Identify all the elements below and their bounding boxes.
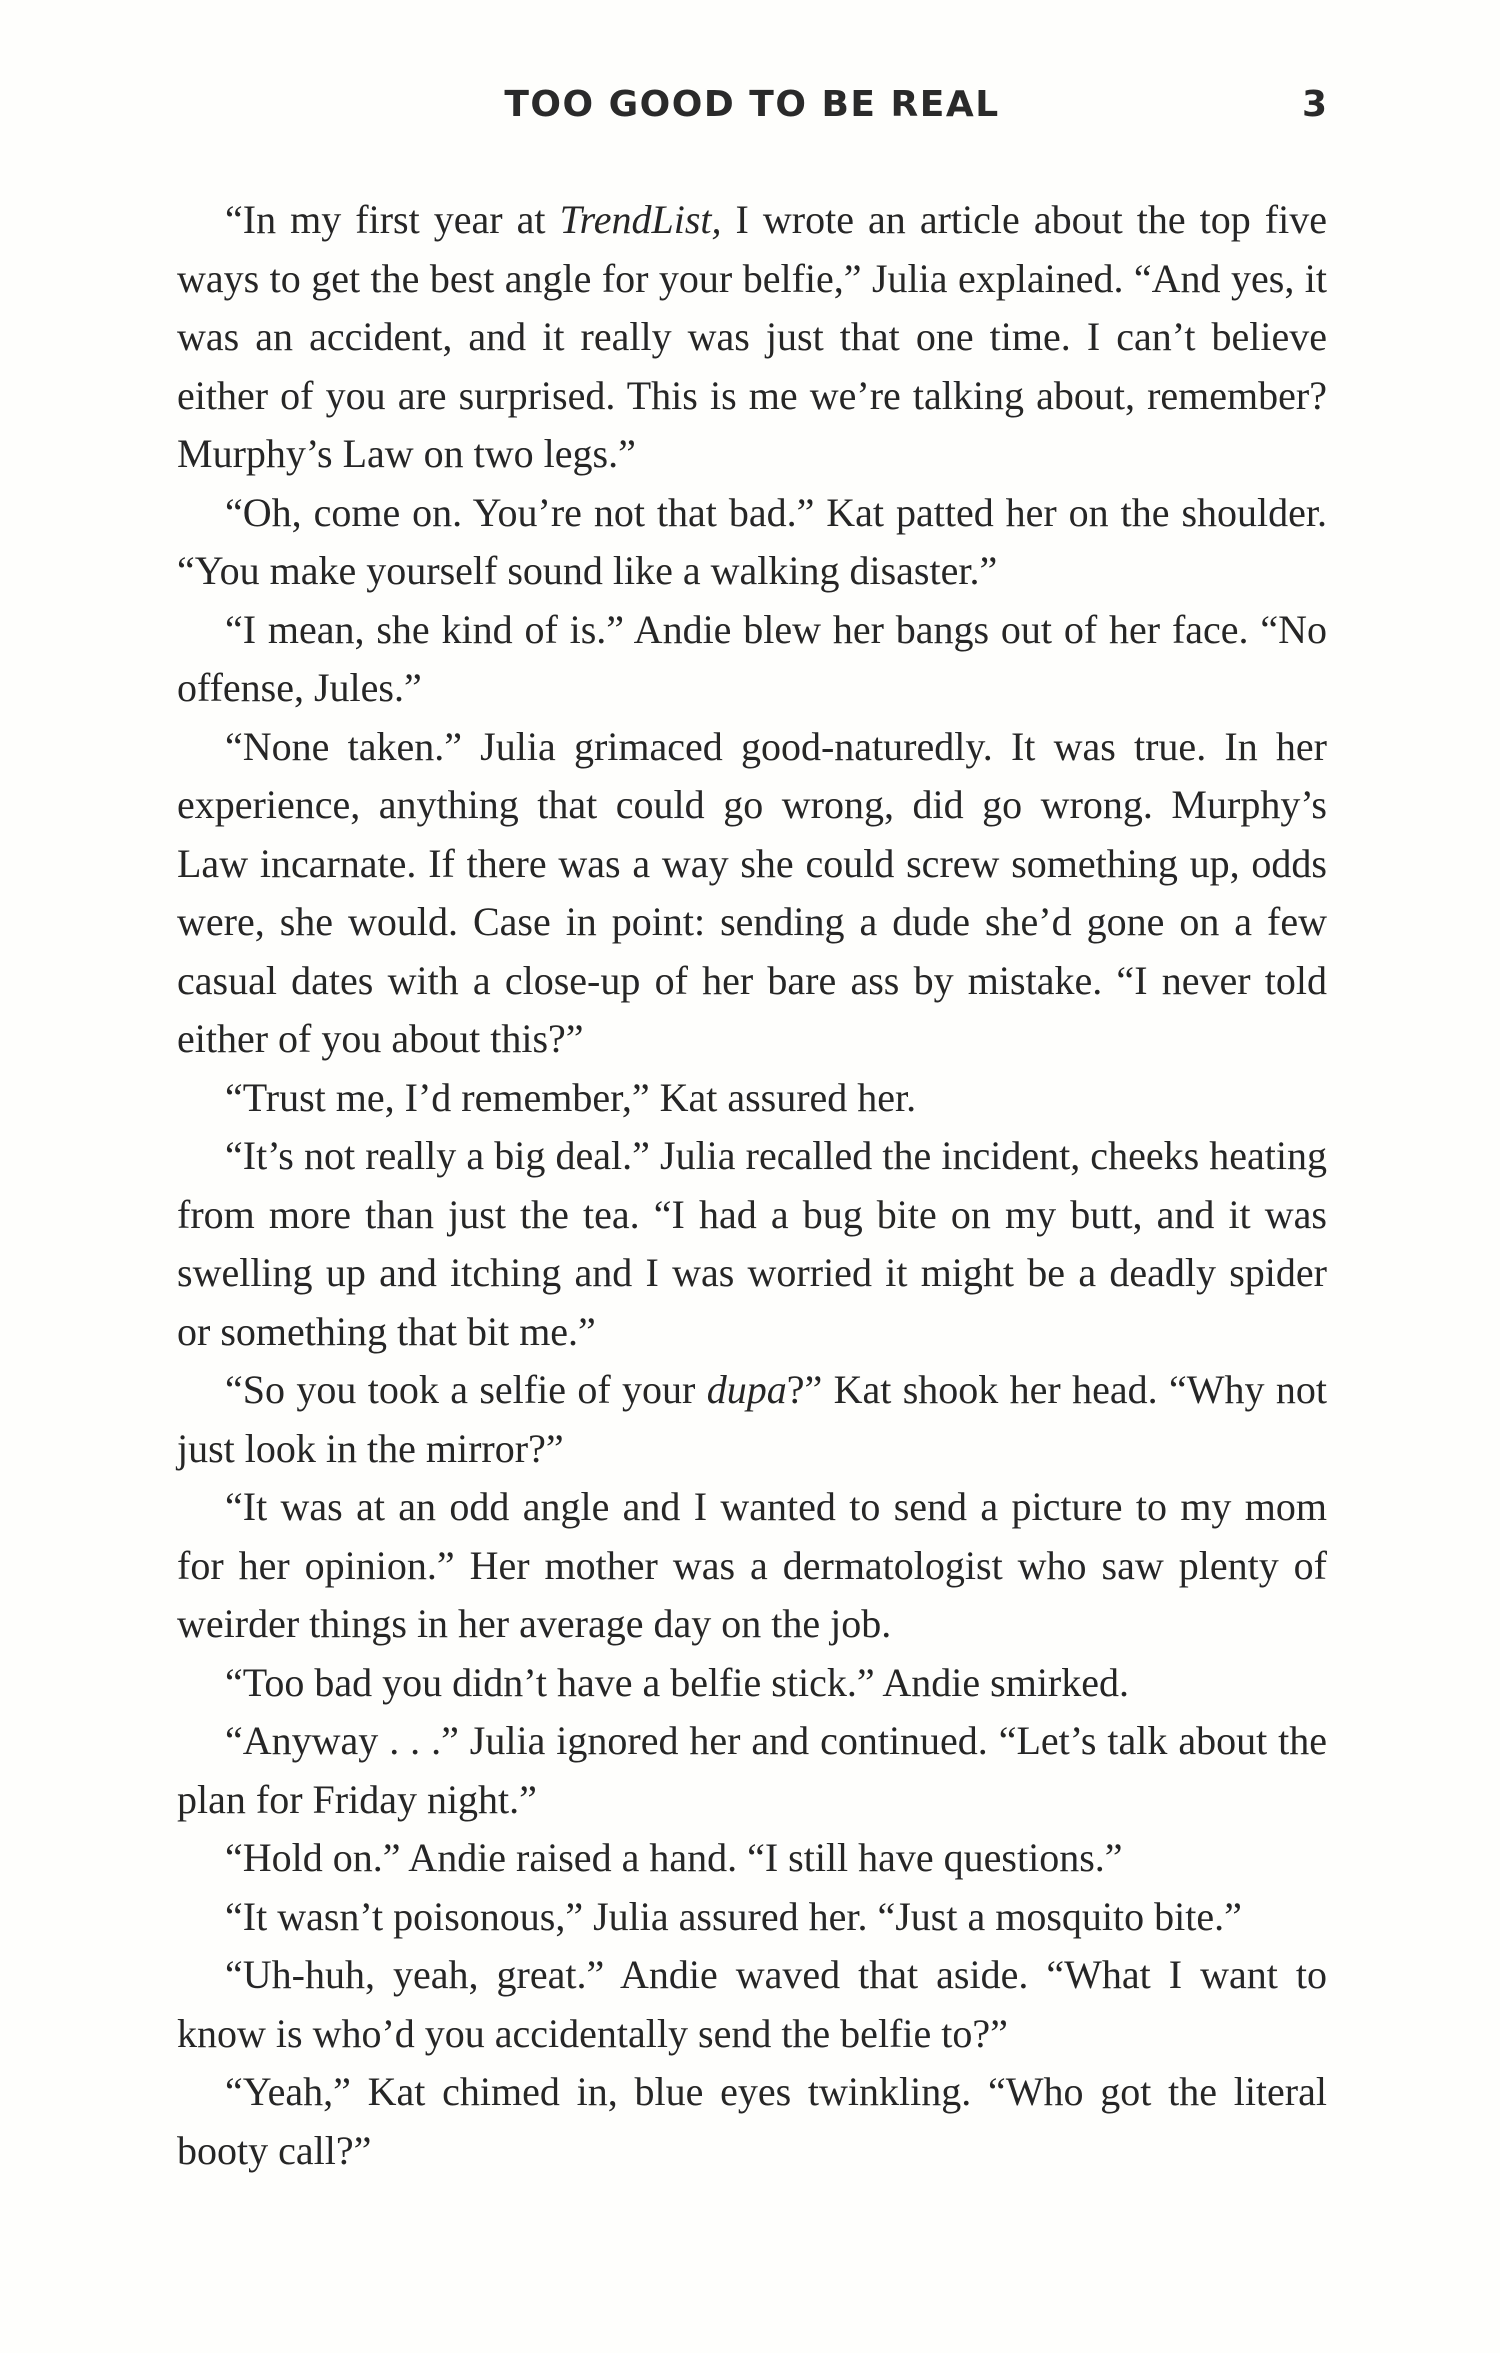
text-run: “Anyway . . .” Julia ignored her and continued. “Let’s talk about the plan for Friday night.” bbox=[177, 1718, 1327, 1822]
paragraph bbox=[177, 1712, 1327, 1829]
paragraph bbox=[177, 1361, 1327, 1478]
italic-text: TrendList, bbox=[559, 197, 722, 242]
text-run: “It’s not really a big deal.” Julia recalled the incident, cheeks heating from more than just the tea. “I had a bug bite on my butt, and it was swelling up and itching and I was worried it might be a deadly spider or something that bit me.” bbox=[177, 1133, 1327, 1354]
text-run: “In my first year at bbox=[225, 197, 560, 242]
page-number: 3 bbox=[1301, 84, 1327, 125]
paragraph bbox=[177, 1069, 1327, 1128]
paragraph bbox=[177, 601, 1327, 718]
text-run: “None taken.” Julia grimaced good-naturedly. It was true. In her experience, anything that could go wrong, did go wrong. Murphy’s Law incarnate. If there was a way she could screw something up, odds were, she would. Case in point: sending a dude she’d gone on a few casual dates with a close-up of her bare ass by mistake. “I never told either of you about this?” bbox=[177, 723, 1327, 1061]
text-run: I wrote an article about the top five ways to get the best angle for your belfie,” Julia explained. “And yes, it was an accident, and it really was just that one time. I can’t believe either of you are surprised. This is me we’re talking about, remember? Murphy’s Law on two legs.” bbox=[177, 197, 1327, 476]
paragraph bbox=[177, 484, 1327, 601]
text-run: “Trust me, I’d remember,” Kat assured her. bbox=[225, 1074, 917, 1120]
text-run: “It wasn’t poisonous,” Julia assured her. “Just a mosquito bite.” bbox=[225, 1893, 1242, 1939]
paragraph bbox=[177, 1127, 1327, 1361]
body-text bbox=[177, 191, 1327, 2180]
paragraph bbox=[177, 1478, 1327, 1654]
text-run: “Hold on.” Andie raised a hand. “I still have questions.” bbox=[225, 1835, 1123, 1880]
text-run: ?” Kat shook her head. “Why not just look in the mirror?” bbox=[177, 1367, 1327, 1471]
text-run: “I mean, she kind of is.” Andie blew her bangs out of her face. “No offense, Jules.” bbox=[177, 606, 1327, 710]
running-title: TOO GOOD TO BE REAL bbox=[504, 84, 1000, 125]
paragraph bbox=[177, 1654, 1327, 1713]
text-run: “So you took a selfie of your bbox=[225, 1367, 707, 1412]
paragraph bbox=[177, 1829, 1327, 1888]
text-run: “Too bad you didn’t have a belfie stick.” Andie smirked. bbox=[225, 1659, 1130, 1705]
text-run: “Oh, come on. You’re not that bad.” Kat patted her on the shoulder. “You make yourself sound like a walking disaster.” bbox=[177, 489, 1327, 593]
paragraph bbox=[177, 2063, 1327, 2180]
text-run: “Uh-huh, yeah, great.” Andie waved that aside. “What I want to know is who’d you accidentally send the belfie to?” bbox=[177, 1952, 1327, 2056]
running-head bbox=[177, 84, 1327, 136]
paragraph bbox=[177, 1888, 1327, 1947]
paragraph bbox=[177, 1946, 1327, 2063]
paragraph bbox=[177, 718, 1327, 1069]
paragraph bbox=[177, 191, 1327, 484]
text-run: “It was at an odd angle and I wanted to send a picture to my mom for her opinion.” Her mother was a dermatologist who saw plenty of weirder things in her average day on the job. bbox=[177, 1484, 1327, 1646]
italic-text: dupa bbox=[706, 1367, 787, 1412]
text-run: “Yeah,” Kat chimed in, blue eyes twinkling. “Who got the literal booty call?” bbox=[177, 2069, 1327, 2173]
